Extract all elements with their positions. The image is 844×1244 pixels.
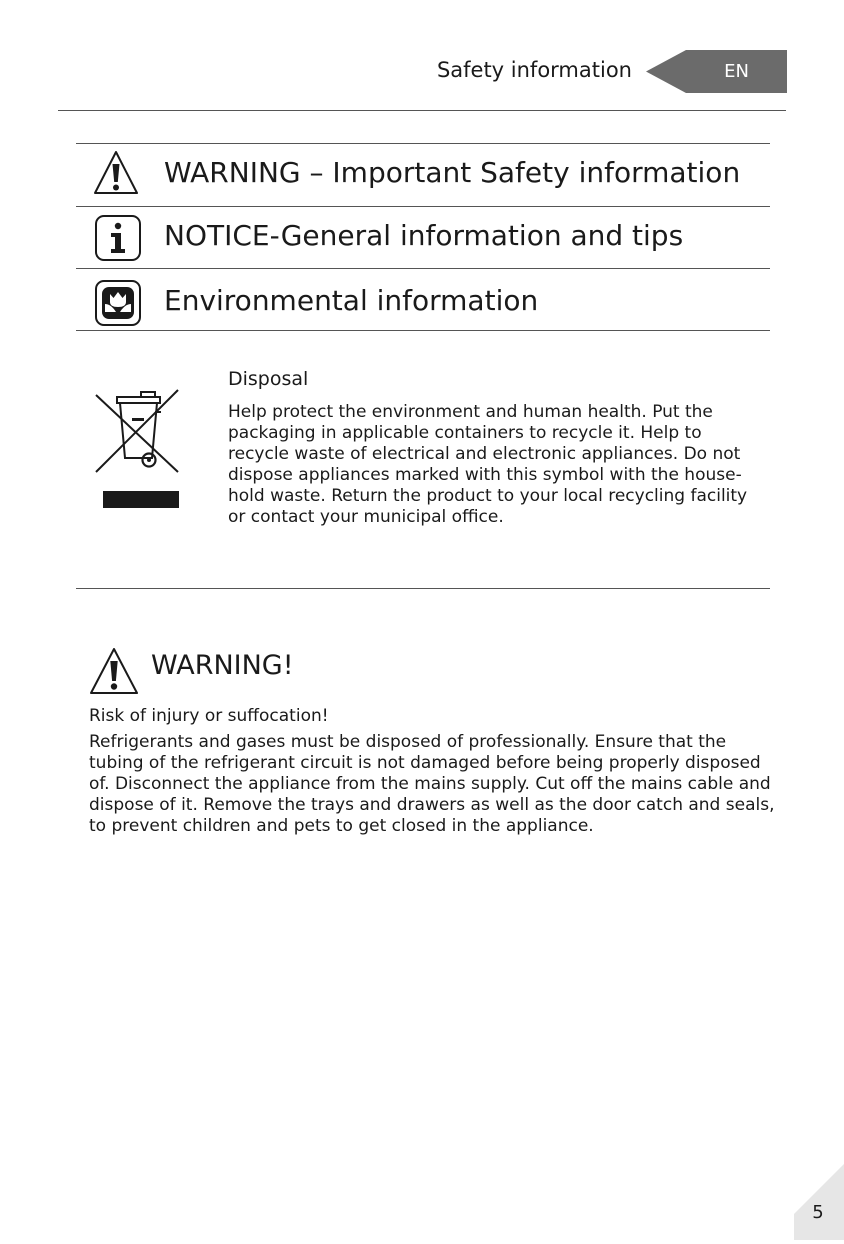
warning-triangle-icon [88, 646, 140, 696]
info-icon [94, 214, 142, 262]
section-title: Safety information [436, 58, 632, 82]
disposal-heading: Disposal [228, 368, 309, 390]
crossed-out-wheelie-bin-icon [94, 386, 182, 510]
legend-label-notice: NOTICE-General information and tips [164, 219, 684, 252]
page-number: 5 [812, 1202, 824, 1223]
language-label: EN [724, 61, 749, 82]
warning-triangle-icon [92, 149, 140, 197]
legend-divider [76, 206, 770, 207]
disposal-text: Help protect the environment and human health. Put the packaging in applicable containers to recycle it. Help to recycle waste of electrical and electronic appliances. Do not dispose appliances marked with this symbol with the house-hold waste. Return the product to your local recycling facility or contact your municipal office. [228, 402, 748, 527]
legend-label-warning: WARNING – Important Safety information [164, 156, 741, 189]
section-divider [76, 588, 770, 589]
warning-title: WARNING! [151, 650, 294, 681]
warning-subtitle: Risk of injury or suffocation! [89, 706, 329, 726]
environment-icon [94, 279, 142, 327]
legend-divider [76, 268, 770, 269]
warning-text: Refrigerants and gases must be disposed of professionally. Ensure that the tubing of the refrigerant circuit is not damaged before being properly disposed of. Disconnect the appliance from the mains supply. Cut off the mains cable and dispose of it. Remove the trays and drawers as well as the door catch and seals, to prevent children and pets to get closed in the appliance. [89, 732, 775, 836]
legend-label-environment: Environmental information [164, 284, 539, 317]
legend-divider [76, 143, 770, 144]
header-divider [58, 110, 786, 111]
language-tab [646, 50, 787, 93]
legend-divider [76, 330, 770, 331]
